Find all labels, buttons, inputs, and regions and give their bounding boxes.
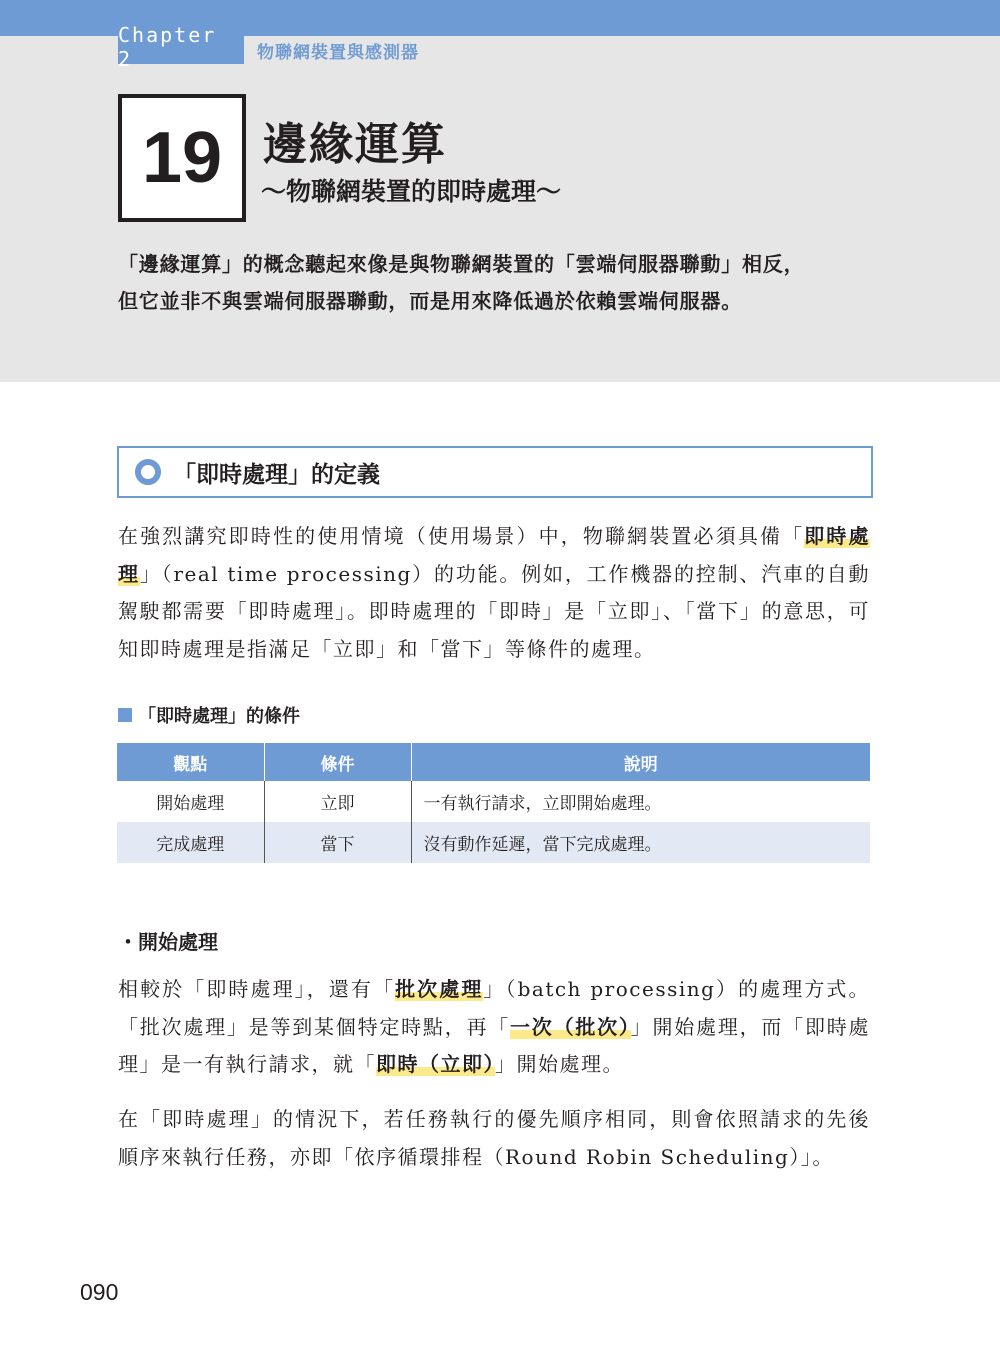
section-title: 「即時處理」的定義 <box>173 461 380 488</box>
square-bullet-icon <box>118 708 132 722</box>
highlight-term: 即時處理 <box>118 524 871 586</box>
paragraph-text: 在「即時處理」的情況下，若任務執行的優先順序相同，則會依照請求的先後順序來執行任務，亦即「依序循環排程（Round Robin Scheduling）」。 <box>118 1107 870 1169</box>
table-caption <box>118 702 300 728</box>
page-subtitle: ～物聯網裝置的即時處理～ <box>261 177 562 206</box>
table-caption-text: 「即時處理」的條件 <box>138 706 300 727</box>
highlight-term: 批次處理 <box>395 977 484 1001</box>
column-header: 觀點 <box>117 743 264 781</box>
table-cell: 一有執行請求，立即開始處理。 <box>423 794 662 814</box>
column-header: 說明 <box>411 743 870 781</box>
table-header-row <box>117 743 870 781</box>
highlight-term: 即時（立即） <box>376 1052 495 1076</box>
intro-line: 「邊緣運算」的概念聽起來像是與物聯網裝置的「雲端伺服器聯動」相反， <box>118 252 805 276</box>
section-number: 19 <box>141 118 223 198</box>
batch-paragraph <box>118 971 870 1084</box>
highlight-term: 一次（批次） <box>510 1014 631 1039</box>
conditions-table <box>117 743 870 863</box>
chapter-label: Chapter 2 <box>118 30 244 64</box>
page-number: 090 <box>80 1279 119 1305</box>
text-run: 在強烈講究即時性的使用情境（使用場景）中，物聯網裝置必須具備「 <box>118 524 805 548</box>
intro-text <box>118 246 878 320</box>
text-run: 」（real time processing）的功能。例如，工作機器的控制、汽車的自動駕駛都需要「即時處理」。即時處理的「即時」是「立即」、「當下」的意思，可知即時處理是指滿足「立即」和「當下」等條件的處理。 <box>118 561 871 661</box>
intro-line: 但它並非不與雲端伺服器聯動，而是用來降低過於依賴雲端伺服器。 <box>118 289 742 313</box>
subsection-heading: ・開始處理 <box>118 930 218 954</box>
definition-paragraph <box>118 518 870 668</box>
chapter-title: 物聯網裝置與感測器 <box>257 43 419 63</box>
table-cell: 沒有動作延遲，當下完成處理。 <box>411 822 870 863</box>
round-robin-paragraph <box>118 1101 870 1176</box>
text-run: 」開始處理。 <box>495 1052 624 1076</box>
text-run: 相較於「即時處理」，還有「 <box>118 977 396 1001</box>
page-title: 邊緣運算 <box>263 119 447 170</box>
text-run: 」（batch processing）的處理方式。「批次處理」是等到某個特定時點，再「 <box>118 977 871 1039</box>
text-run: 」開始處理，而「即時處理」是一有執行請求，就「 <box>118 1014 871 1076</box>
section-heading-box <box>117 446 873 498</box>
table-row <box>117 781 870 822</box>
table-row <box>117 822 870 863</box>
table-cell: 完成處理 <box>117 822 264 863</box>
table-cell: 開始處理 <box>117 781 264 822</box>
table-cell: 立即 <box>264 781 411 822</box>
table-cell: 當下 <box>264 822 411 863</box>
column-header: 條件 <box>264 743 411 781</box>
ring-bullet-icon <box>135 459 161 485</box>
section-number-box <box>118 94 246 222</box>
